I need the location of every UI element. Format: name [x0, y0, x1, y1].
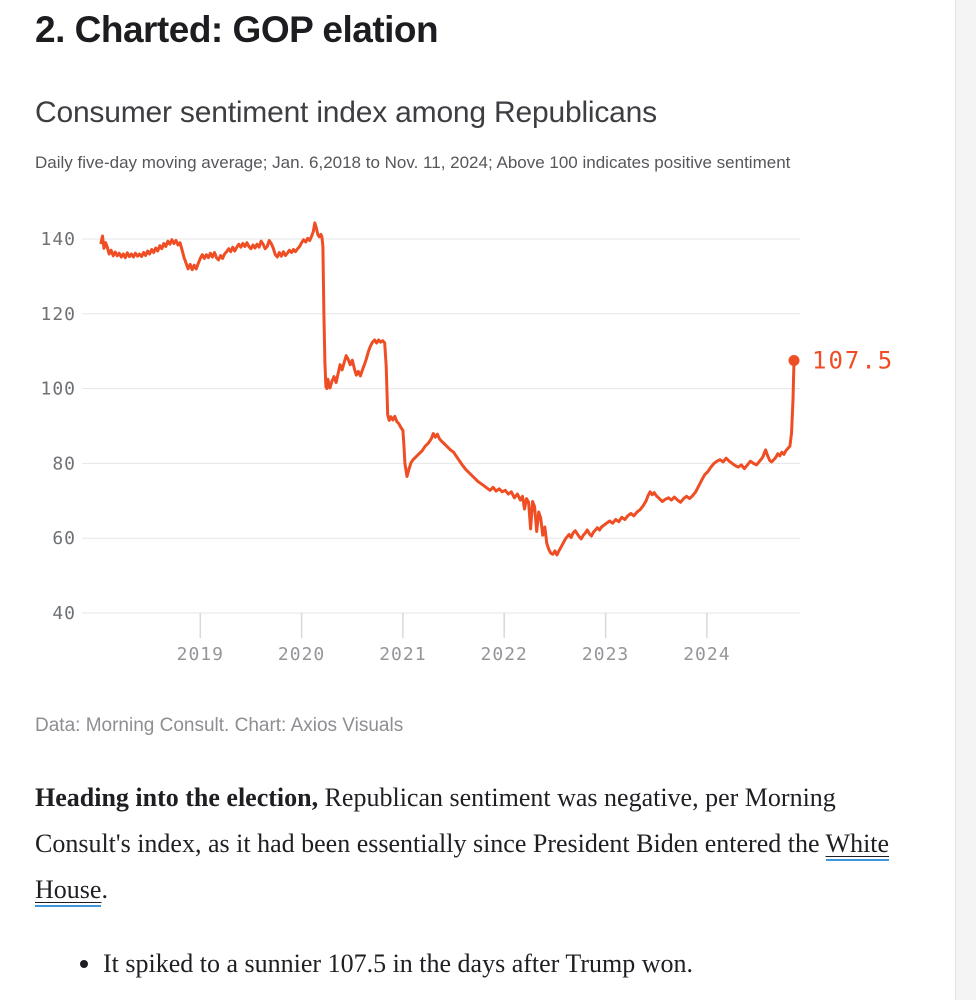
- bullet-text: It spiked to a sunnier 107.5 in the days after Trump won.: [103, 949, 693, 978]
- x-tick-label: 2022: [480, 644, 528, 665]
- white-house-link[interactable]: White House: [35, 829, 889, 907]
- x-tick-label: 2024: [683, 644, 731, 665]
- body-text-middle: Republican sentiment was negative, per Morning Consult's index, as it had been essentially since President Biden entered the: [35, 783, 836, 858]
- y-tick-label: 40: [52, 603, 76, 624]
- y-tick-label: 60: [52, 528, 76, 550]
- chart-subtitle: Daily five-day moving average; Jan. 6,2018 to Nov. 11, 2024; Above 100 indicates positive sentiment: [35, 153, 791, 172]
- body-text-end: .: [101, 875, 108, 904]
- bullet-list: [35, 941, 936, 987]
- x-tick-label: 2019: [176, 644, 224, 665]
- chart-canvas: [0, 193, 976, 673]
- body-paragraph: [35, 775, 907, 913]
- bullet-dot: [80, 960, 88, 968]
- x-tick-label: 2021: [379, 644, 427, 665]
- y-tick-label: 120: [40, 303, 76, 325]
- y-tick-label: 80: [52, 453, 76, 475]
- chart-title: Consumer sentiment index among Republicans: [35, 96, 657, 129]
- latest-value-label: 107.5: [812, 346, 895, 375]
- section-heading: 2. Charted: GOP elation: [35, 9, 439, 50]
- x-tick-label: 2023: [581, 644, 630, 665]
- y-tick-label: 140: [40, 229, 76, 250]
- sentiment-line-chart: [0, 193, 976, 673]
- bullet-item: [35, 941, 936, 987]
- chart-source: Data: Morning Consult. Chart: Axios Visuals: [35, 715, 404, 736]
- latest-point-dot: [789, 355, 800, 366]
- x-tick-label: 2020: [277, 644, 326, 665]
- bold-lead-in: Heading into the election,: [35, 783, 319, 812]
- page-right-gutter: [955, 0, 976, 1000]
- y-tick-label: 100: [40, 378, 76, 400]
